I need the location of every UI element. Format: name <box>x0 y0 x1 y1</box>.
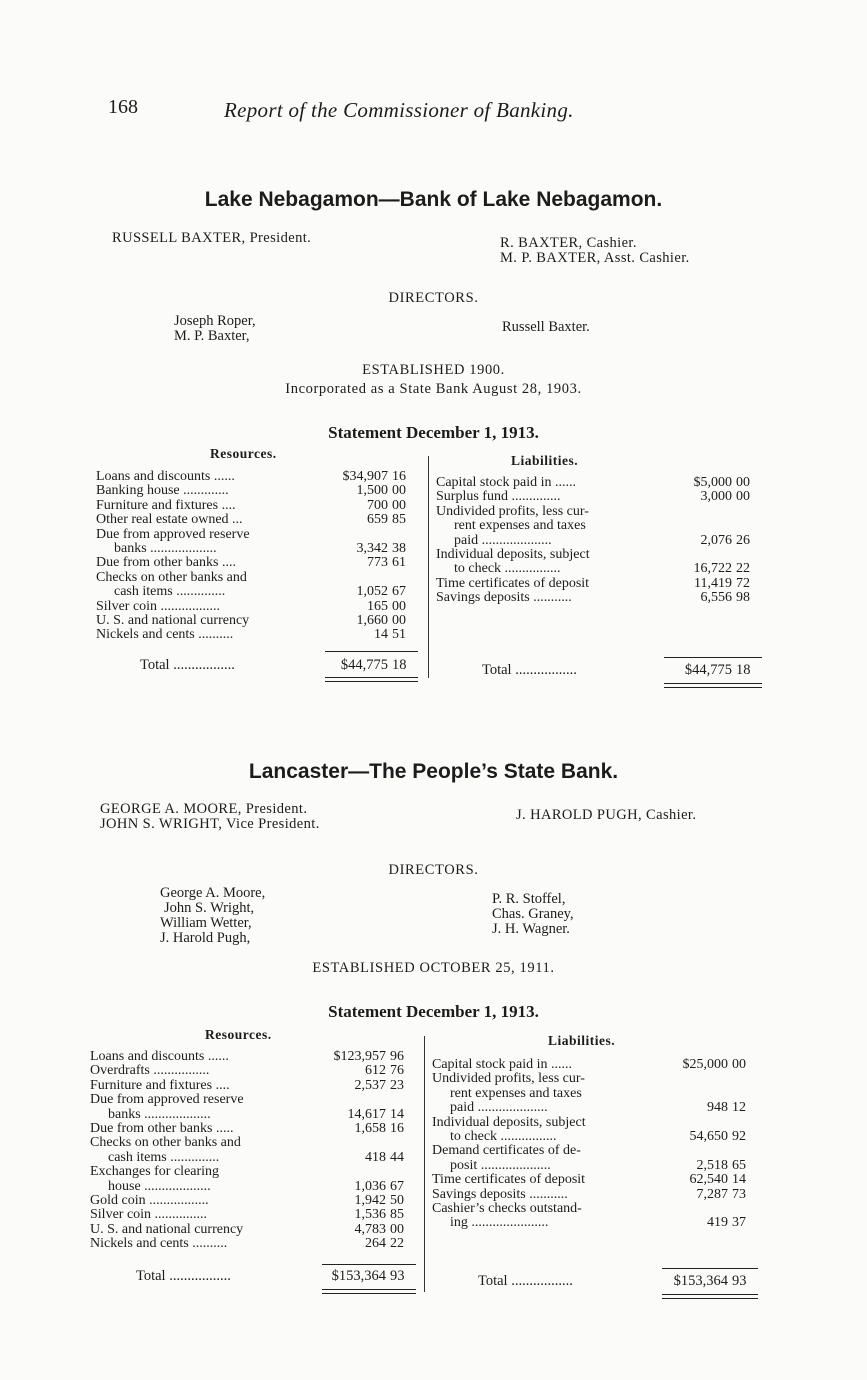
row-cents: 00 <box>392 483 406 499</box>
director-name: J. H. Wagner. <box>492 921 570 937</box>
statement-row <box>96 470 418 484</box>
row-label: posit .................... <box>450 1157 551 1173</box>
row-amount: $5,000 <box>693 475 732 490</box>
officer-vice-president: JOHN S. WRIGHT, Vice President. <box>100 816 320 832</box>
total-cents: 93 <box>390 1268 405 1284</box>
row-label: Surplus fund .............. <box>436 489 561 505</box>
row-amount: 1,658 <box>354 1120 386 1136</box>
row-cents: 72 <box>736 575 750 591</box>
sum-rule <box>325 651 418 652</box>
double-rule <box>322 1289 416 1290</box>
row-label: Exchanges for clearing <box>90 1164 220 1180</box>
row-label: Undivided profits, less cur- <box>432 1071 585 1087</box>
total-label: Total ................. <box>136 1268 231 1284</box>
statement-row <box>96 585 418 599</box>
row-cents: 92 <box>732 1128 746 1144</box>
established-line: ESTABLISHED 1900. <box>362 362 505 378</box>
row-cents: 67 <box>390 1178 404 1194</box>
resources-table <box>90 1050 416 1251</box>
row-amount: 11,419 <box>694 575 732 591</box>
row-label: U. S. and national currency <box>90 1221 244 1237</box>
row-amount: 419 <box>707 1215 728 1231</box>
bank-title: Lancaster—The People’s State Bank. <box>248 760 619 783</box>
row-cents: 00 <box>392 612 406 628</box>
page-number: 168 <box>108 96 138 118</box>
row-cents: 85 <box>392 512 406 528</box>
double-rule <box>662 1294 758 1295</box>
row-label: house ................... <box>108 1178 211 1194</box>
row-amount: 1,500 <box>356 483 388 499</box>
statement-row <box>90 1108 416 1122</box>
row-label: Savings deposits ........... <box>436 590 572 606</box>
directors-right <box>492 892 574 937</box>
statement-row <box>90 1194 416 1208</box>
row-cents: 65 <box>732 1157 746 1173</box>
row-label: rent expenses and taxes <box>450 1085 582 1101</box>
statement-row <box>436 591 762 605</box>
total-cents: 18 <box>392 657 407 673</box>
total-label: Total ................. <box>478 1273 573 1289</box>
row-label: Savings deposits ........... <box>432 1186 568 1202</box>
row-cents: 85 <box>390 1207 404 1223</box>
sum-rule <box>664 657 762 658</box>
director-name: Joseph Roper, <box>174 313 256 329</box>
column-divider <box>428 456 429 678</box>
row-amount: 54,650 <box>689 1128 728 1144</box>
officer-president: GEORGE A. MOORE, President. <box>100 801 308 817</box>
row-cents: 14 <box>732 1172 746 1188</box>
director-name: P. R. Stoffel, <box>492 891 566 907</box>
officers-right <box>516 808 696 823</box>
row-label: banks ................... <box>108 1106 211 1122</box>
row-label: Loans and discounts ...... <box>90 1049 229 1064</box>
statement-row <box>96 571 418 585</box>
row-amount: 14,617 <box>347 1106 386 1122</box>
statement-row <box>96 528 418 542</box>
total-amount: $153,364 <box>673 1273 728 1289</box>
row-cents: 96 <box>390 1049 404 1064</box>
statement-row <box>90 1237 416 1251</box>
row-label: rent expenses and taxes <box>454 518 586 534</box>
row-label: Cashier’s checks outstand- <box>432 1200 582 1216</box>
row-cents: 73 <box>732 1186 746 1202</box>
row-label: Nickels and cents .......... <box>90 1236 228 1252</box>
row-cents: 00 <box>392 598 406 614</box>
director-name: William Wetter, <box>160 915 252 931</box>
total-label: Total ................. <box>482 662 577 678</box>
row-label: Banking house ............. <box>96 483 229 499</box>
row-cents: 23 <box>390 1077 404 1093</box>
row-label: to check ................ <box>450 1128 557 1144</box>
statement-row <box>436 476 762 490</box>
row-amount: $25,000 <box>682 1057 728 1072</box>
liabilities-table <box>436 476 762 606</box>
row-label: cash items .............. <box>108 1149 220 1165</box>
directors-right <box>502 320 590 335</box>
row-cents: 38 <box>392 540 406 556</box>
row-label: paid .................... <box>450 1100 548 1116</box>
double-rule <box>325 681 418 682</box>
row-cents: 51 <box>392 627 406 643</box>
liabilities-heading: Liabilities. <box>548 1033 616 1048</box>
row-label: Due from other banks .... <box>96 555 236 571</box>
row-amount: 418 <box>365 1149 386 1165</box>
row-label: Demand certificates of de- <box>432 1143 581 1159</box>
director-name: Chas. Graney, <box>492 906 574 922</box>
statement-row <box>90 1180 416 1194</box>
director-name: George A. Moore, <box>160 885 266 901</box>
statement-row <box>432 1101 758 1115</box>
statement-row <box>96 628 418 642</box>
officer-asst-cashier: M. P. BAXTER, Asst. Cashier. <box>500 250 690 266</box>
row-label: Gold coin ................. <box>90 1192 209 1208</box>
row-cents: 98 <box>736 590 750 606</box>
statement-row <box>96 484 418 498</box>
officer-president: RUSSELL BAXTER, President. <box>112 230 312 246</box>
statement-row <box>436 534 762 548</box>
row-amount: 2,518 <box>696 1157 728 1173</box>
directors-left <box>174 314 256 344</box>
row-label: Furniture and fixtures .... <box>90 1077 230 1093</box>
row-amount: 4,783 <box>354 1221 386 1237</box>
row-amount: 1,660 <box>356 612 388 628</box>
total-cents: 18 <box>736 662 751 678</box>
double-rule <box>664 683 762 684</box>
statement-title: Statement December 1, 1913. <box>328 1002 539 1021</box>
total-cents: 93 <box>732 1273 747 1289</box>
statement-row <box>90 1136 416 1150</box>
row-cents: 76 <box>390 1063 404 1079</box>
running-title: Report of the Commissioner of Banking. <box>224 98 574 122</box>
incorporated-line: Incorporated as a State Bank August 28, 1903. <box>285 381 582 397</box>
row-amount: 6,556 <box>700 590 732 606</box>
total-label: Total ................. <box>140 657 235 673</box>
statement-row <box>432 1087 758 1101</box>
statement-row <box>90 1079 416 1093</box>
resources-table <box>96 470 418 643</box>
statement-row <box>432 1216 758 1230</box>
officers-left <box>100 802 320 832</box>
row-label: paid .................... <box>454 532 552 548</box>
row-cents: 37 <box>732 1215 746 1231</box>
director-name: M. P. Baxter, <box>174 328 250 344</box>
row-cents: 00 <box>736 475 750 490</box>
statement-row <box>432 1144 758 1158</box>
statement-row <box>432 1202 758 1216</box>
row-label: Due from approved reserve <box>90 1092 244 1108</box>
row-amount: 3,342 <box>356 540 388 556</box>
statement-row <box>436 548 762 562</box>
total-amount: $44,775 <box>684 662 732 678</box>
statement-row <box>96 614 418 628</box>
row-amount: 62,540 <box>689 1172 728 1188</box>
row-amount: 165 <box>367 598 388 614</box>
bank-title: Lake Nebagamon—Bank of Lake Nebagamon. <box>204 188 663 211</box>
statement-row <box>90 1064 416 1078</box>
row-label: banks ................... <box>114 540 217 556</box>
statement-row <box>432 1130 758 1144</box>
statement-row <box>90 1050 416 1064</box>
row-label: Individual deposits, subject <box>432 1114 586 1130</box>
row-label: Due from approved reserve <box>96 526 250 542</box>
row-label: Capital stock paid in ...... <box>432 1057 572 1072</box>
liabilities-heading: Liabilities. <box>511 453 579 468</box>
row-cents: 16 <box>392 469 406 484</box>
row-label: Silver coin ............... <box>90 1207 208 1223</box>
statement-row <box>432 1116 758 1130</box>
statement-row <box>90 1093 416 1107</box>
statement-row <box>96 600 418 614</box>
row-amount: 2,537 <box>354 1077 386 1093</box>
row-label: Due from other banks ..... <box>90 1120 234 1136</box>
statement-row <box>96 499 418 513</box>
director-name: Russell Baxter. <box>502 319 590 335</box>
row-label: Other real estate owned ... <box>96 512 243 528</box>
row-amount: 948 <box>707 1100 728 1116</box>
double-rule <box>325 677 418 678</box>
row-label: cash items .............. <box>114 584 226 600</box>
statement-row <box>436 562 762 576</box>
double-rule <box>662 1298 758 1299</box>
row-label: ing ...................... <box>450 1215 549 1231</box>
row-amount: 264 <box>365 1236 386 1252</box>
row-amount: 2,076 <box>700 532 732 548</box>
sum-rule <box>662 1268 758 1269</box>
row-amount: $34,907 <box>342 469 388 484</box>
statement-row <box>90 1165 416 1179</box>
row-amount: 7,287 <box>696 1186 728 1202</box>
row-cents: 44 <box>390 1149 404 1165</box>
row-label: Silver coin ................. <box>96 598 221 614</box>
statement-row <box>90 1151 416 1165</box>
statement-row <box>432 1072 758 1086</box>
row-label: Nickels and cents .......... <box>96 627 234 643</box>
statement-row <box>436 519 762 533</box>
row-label: Time certificates of deposit <box>432 1172 586 1188</box>
statement-row <box>90 1208 416 1222</box>
liabilities-table <box>432 1058 758 1231</box>
statement-row <box>90 1223 416 1237</box>
total-amount: $44,775 <box>340 657 388 673</box>
statement-row <box>432 1058 758 1072</box>
row-cents: 16 <box>390 1120 404 1136</box>
directors-heading: DIRECTORS. <box>388 862 479 878</box>
row-cents: 61 <box>392 555 406 571</box>
statement-row <box>436 490 762 504</box>
row-amount: 700 <box>367 497 388 513</box>
row-cents: 14 <box>390 1106 404 1122</box>
double-rule <box>322 1293 416 1294</box>
officers-left <box>112 231 311 246</box>
statement-row <box>96 556 418 570</box>
row-cents: 00 <box>732 1057 746 1072</box>
statement-row <box>96 513 418 527</box>
row-label: Undivided profits, less cur- <box>436 503 589 519</box>
directors-left <box>160 886 265 946</box>
statement-row <box>96 542 418 556</box>
officers-right <box>500 236 690 266</box>
row-cents: 22 <box>736 561 750 577</box>
statement-row <box>432 1159 758 1173</box>
sum-rule <box>322 1264 416 1265</box>
row-label: Overdrafts ................ <box>90 1063 210 1079</box>
column-divider <box>424 1036 425 1292</box>
row-label: Loans and discounts ...... <box>96 469 235 484</box>
row-amount: 612 <box>365 1063 386 1079</box>
director-name: John S. Wright, <box>164 900 255 916</box>
statement-title: Statement December 1, 1913. <box>328 423 539 442</box>
row-amount: 1,942 <box>354 1192 386 1208</box>
row-amount: $123,957 <box>333 1049 386 1064</box>
row-amount: 1,536 <box>354 1207 386 1223</box>
director-name: J. Harold Pugh, <box>160 930 251 946</box>
row-cents: 26 <box>736 532 750 548</box>
directors-heading: DIRECTORS. <box>388 290 479 306</box>
row-amount: 3,000 <box>700 489 732 505</box>
row-amount: 1,052 <box>356 584 388 600</box>
row-label: Checks on other banks and <box>90 1135 241 1151</box>
officer-cashier: R. BAXTER, Cashier. <box>500 235 637 251</box>
row-label: Individual deposits, subject <box>436 546 590 562</box>
statement-row <box>432 1188 758 1202</box>
row-cents: 00 <box>392 497 406 513</box>
row-amount: 16,722 <box>693 561 732 577</box>
row-cents: 00 <box>736 489 750 505</box>
row-cents: 12 <box>732 1100 746 1116</box>
total-amount: $153,364 <box>331 1268 386 1284</box>
statement-row <box>436 577 762 591</box>
row-cents: 67 <box>392 584 406 600</box>
row-label: Checks on other banks and <box>96 569 247 585</box>
statement-row <box>432 1173 758 1187</box>
row-label: to check ................ <box>454 561 561 577</box>
row-cents: 50 <box>390 1192 404 1208</box>
row-amount: 773 <box>367 555 388 571</box>
row-cents: 22 <box>390 1236 404 1252</box>
row-amount: 659 <box>367 512 388 528</box>
row-cents: 00 <box>390 1221 404 1237</box>
resources-heading: Resources. <box>205 1027 272 1042</box>
statement-row <box>90 1122 416 1136</box>
double-rule <box>664 687 762 688</box>
row-label: Time certificates of deposit <box>436 575 590 591</box>
row-label: U. S. and national currency <box>96 612 250 628</box>
established-line: ESTABLISHED OCTOBER 25, 1911. <box>312 960 555 976</box>
officer-cashier: J. HAROLD PUGH, Cashier. <box>516 807 697 823</box>
row-amount: 14 <box>374 627 388 643</box>
resources-heading: Resources. <box>210 446 277 461</box>
row-label: Furniture and fixtures .... <box>96 497 236 513</box>
row-label: Capital stock paid in ...... <box>436 475 576 490</box>
row-amount: 1,036 <box>354 1178 386 1194</box>
statement-row <box>436 505 762 519</box>
